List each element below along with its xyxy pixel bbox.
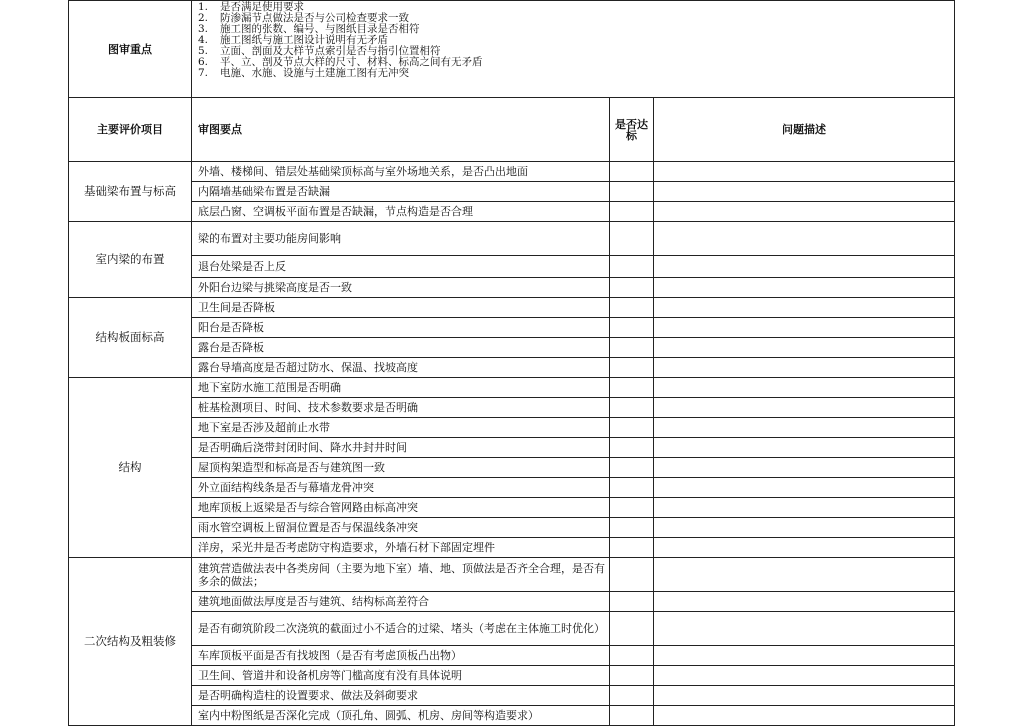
problem-cell[interactable] [654,222,955,256]
problem-cell[interactable] [654,518,955,538]
category-cell: 结构板面标高 [69,298,192,378]
review-focus-item-text: 是否满足使用要求 [220,1,304,13]
table-row [69,318,955,338]
review-focus-row [69,1,955,98]
pass-cell[interactable] [610,592,654,612]
header-category: 主要评价项目 [69,98,192,162]
check-point-cell: 桩基检测项目、时间、技术参数要求是否明确 [192,398,610,418]
table-row [69,378,955,398]
table-row [69,666,955,686]
check-point-cell: 梁的布置对主要功能房间影响 [192,222,610,256]
problem-cell[interactable] [654,458,955,478]
review-focus-item-number: 6. [198,56,209,68]
check-point-cell: 内隔墙基础梁布置是否缺漏 [192,182,610,202]
review-focus-item-text: 施工图纸与施工图设计说明有无矛盾 [220,34,388,46]
table-row [69,538,955,558]
problem-cell[interactable] [654,162,955,182]
header-row [69,98,955,162]
problem-cell[interactable] [654,558,955,592]
table-row [69,202,955,222]
pass-cell[interactable] [610,358,654,378]
check-point-cell: 卫生间、管道井和设备机房等门槛高度有没有具体说明 [192,666,610,686]
table-row [69,418,955,438]
problem-cell[interactable] [654,358,955,378]
check-point-cell: 地下室防水施工范围是否明确 [192,378,610,398]
check-point-cell: 外立面结构线条是否与幕墙龙骨冲突 [192,478,610,498]
problem-cell[interactable] [654,398,955,418]
table-row [69,478,955,498]
problem-cell[interactable] [654,182,955,202]
pass-cell[interactable] [610,438,654,458]
pass-cell[interactable] [610,278,654,298]
pass-cell[interactable] [610,666,654,686]
problem-cell[interactable] [654,498,955,518]
pass-cell[interactable] [610,202,654,222]
pass-cell[interactable] [610,298,654,318]
check-point-cell: 露台是否降板 [192,338,610,358]
pass-cell[interactable] [610,256,654,278]
review-focus-item-text: 防渗漏节点做法是否与公司检查要求一致 [220,12,409,24]
check-point-cell: 阳台是否降板 [192,318,610,338]
header-problem: 问题描述 [654,98,955,162]
check-point-cell: 地下室是否涉及超前止水带 [192,418,610,438]
problem-cell[interactable] [654,706,955,726]
check-point-cell: 雨水管空调板上留洞位置是否与保温线条冲突 [192,518,610,538]
problem-cell[interactable] [654,538,955,558]
table-row [69,686,955,706]
pass-cell[interactable] [610,222,654,256]
pass-cell[interactable] [610,478,654,498]
table-row [69,612,955,646]
review-focus-item [198,68,954,79]
pass-cell[interactable] [610,338,654,358]
check-point-cell: 屋顶构架造型和标高是否与建筑图一致 [192,458,610,478]
review-focus-list [192,1,954,79]
table-row [69,338,955,358]
check-point-cell: 卫生间是否降板 [192,298,610,318]
table-row [69,706,955,726]
review-focus-item-number: 2. [198,12,209,24]
header-pass: 是否达标 [610,98,654,162]
review-focus-item-text: 平、立、剖及节点大样的尺寸、材料、标高之间有无矛盾 [220,56,483,68]
pass-cell[interactable] [610,706,654,726]
pass-cell[interactable] [610,318,654,338]
pass-cell[interactable] [610,612,654,646]
problem-cell[interactable] [654,686,955,706]
check-point-cell: 是否明确构造柱的设置要求、做法及斜砌要求 [192,686,610,706]
check-point-cell: 外墙、楼梯间、错层处基础梁顶标高与室外场地关系，是否凸出地面 [192,162,610,182]
table-row [69,256,955,278]
review-table [68,0,955,726]
review-focus-item-number: 3. [198,23,209,35]
pass-cell[interactable] [610,378,654,398]
pass-cell[interactable] [610,646,654,666]
table-row [69,298,955,318]
problem-cell[interactable] [654,478,955,498]
table-row [69,222,955,256]
category-cell: 基础梁布置与标高 [69,162,192,222]
problem-cell[interactable] [654,438,955,458]
table-row [69,458,955,478]
table-row [69,162,955,182]
review-focus-item-number: 4. [198,34,209,46]
pass-cell[interactable] [610,458,654,478]
review-focus-item-number: 7. [198,67,209,79]
table-row [69,358,955,378]
review-focus-item-number: 1. [198,1,209,13]
pass-cell[interactable] [610,686,654,706]
table-row [69,182,955,202]
problem-cell[interactable] [654,318,955,338]
problem-cell[interactable] [654,612,955,646]
check-point-cell: 洋房，采光井是否考虑防守构造要求，外墙石材下部固定埋件 [192,538,610,558]
pass-cell[interactable] [610,162,654,182]
category-cell: 结构 [69,378,192,558]
check-point-cell: 底层凸窗、空调板平面布置是否缺漏，节点构造是否合理 [192,202,610,222]
review-focus-item-text: 立面、剖面及大样节点索引是否与指引位置相符 [220,45,441,57]
review-sheet [68,0,955,726]
pass-cell[interactable] [610,538,654,558]
header-point: 审图要点 [192,98,610,162]
table-row [69,498,955,518]
problem-cell[interactable] [654,202,955,222]
problem-cell[interactable] [654,378,955,398]
table-row [69,398,955,418]
check-point-cell: 车库顶板平面是否有找坡图（是否有考虑顶板凸出物） [192,646,610,666]
table-row [69,592,955,612]
review-focus-cell [192,1,955,98]
table-row [69,438,955,458]
review-focus-item-text: 施工图的张数、编号、与图纸目录是否相符 [220,23,420,35]
table-row [69,558,955,592]
review-focus-label: 图审重点 [69,1,192,98]
problem-cell[interactable] [654,418,955,438]
pass-cell[interactable] [610,182,654,202]
table-row [69,646,955,666]
pass-cell[interactable] [610,398,654,418]
check-point-cell: 室内中粉图纸是否深化完成（顶孔角、圆弧、机房、房间等构造要求） [192,706,610,726]
pass-cell[interactable] [610,518,654,538]
problem-cell[interactable] [654,256,955,278]
check-point-cell: 建筑营造做法表中各类房间（主要为地下室）墙、地、顶做法是否齐全合理，是否有多余的做法； [192,558,610,592]
problem-cell[interactable] [654,278,955,298]
check-point-cell: 建筑地面做法厚度是否与建筑、结构标高差符合 [192,592,610,612]
problem-cell[interactable] [654,646,955,666]
review-focus-item-text: 电施、水施、设施与土建施工图有无冲突 [220,67,409,79]
category-cell: 室内梁的布置 [69,222,192,298]
category-cell: 二次结构及粗装修 [69,558,192,726]
check-point-cell: 地库顶板上返梁是否与综合管网路由标高冲突 [192,498,610,518]
problem-cell[interactable] [654,592,955,612]
problem-cell[interactable] [654,338,955,358]
pass-cell[interactable] [610,558,654,592]
check-point-cell: 退台处梁是否上反 [192,256,610,278]
pass-cell[interactable] [610,498,654,518]
check-point-cell: 外阳台边梁与挑梁高度是否一致 [192,278,610,298]
pass-cell[interactable] [610,418,654,438]
check-point-cell: 露台导墙高度是否超过防水、保温、找坡高度 [192,358,610,378]
check-point-cell: 是否明确后浇带封闭时间、降水井封井时间 [192,438,610,458]
table-row [69,278,955,298]
review-focus-item-number: 5. [198,45,209,57]
problem-cell[interactable] [654,298,955,318]
problem-cell[interactable] [654,666,955,686]
table-row [69,518,955,538]
check-point-cell: 是否有砌筑阶段二次浇筑的截面过小不适合的过梁、堵头（考虑在主体施工时优化） [192,612,610,646]
